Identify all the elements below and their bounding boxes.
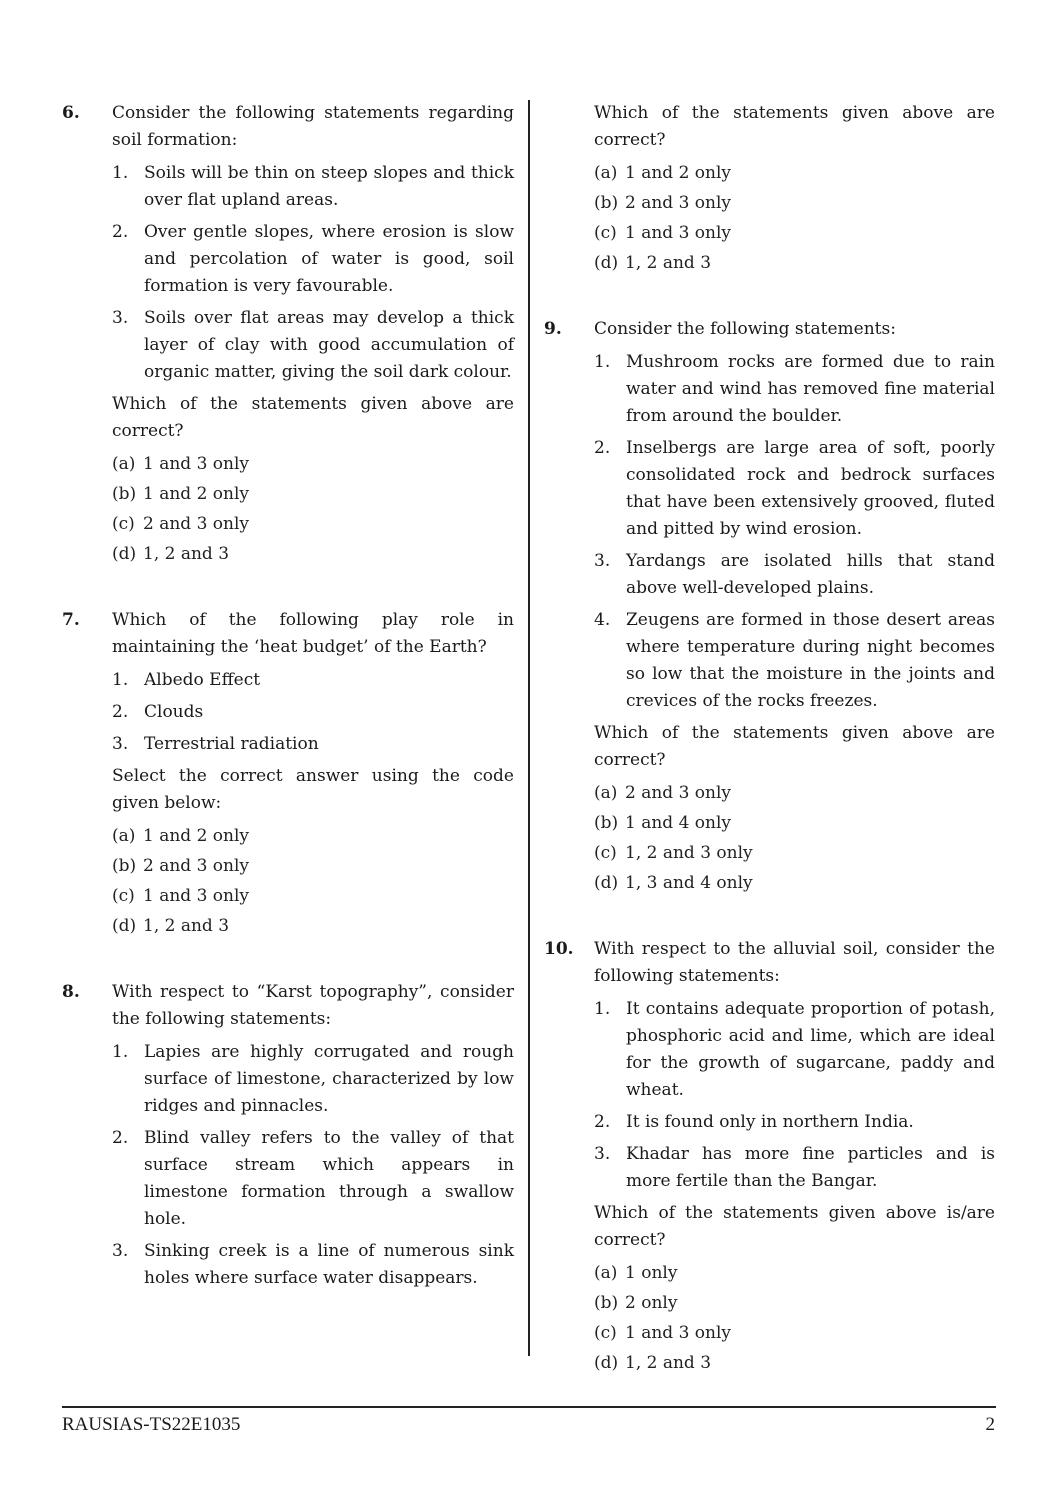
question-9 bbox=[544, 316, 995, 898]
option-letter: (c) bbox=[594, 1323, 617, 1343]
page-number: 2 bbox=[985, 1414, 995, 1435]
statement-list bbox=[112, 160, 514, 386]
right-column bbox=[544, 100, 995, 1378]
statement bbox=[112, 1039, 514, 1120]
statement bbox=[594, 548, 995, 602]
option-a[interactable] bbox=[112, 821, 514, 851]
option-d[interactable] bbox=[594, 868, 995, 898]
option-letter: (a) bbox=[594, 163, 618, 183]
statement bbox=[112, 219, 514, 300]
question-10 bbox=[544, 936, 995, 1378]
question-stem: Consider the following statements: bbox=[594, 319, 896, 339]
statement bbox=[594, 349, 995, 430]
statement-text: It contains adequate proportion of potash, phosphoric acid and lime, which are ideal for the growth of sugarcane, paddy and wheat. bbox=[626, 999, 995, 1100]
option-text: 1, 2 and 3 bbox=[625, 253, 712, 273]
option-text: 1 and 4 only bbox=[625, 813, 732, 833]
question-instruction: Which of the statements given above are correct? bbox=[112, 394, 514, 441]
option-d[interactable] bbox=[112, 539, 514, 569]
option-text: 2 and 3 only bbox=[625, 193, 732, 213]
option-text: 1 and 3 only bbox=[143, 454, 250, 474]
option-d[interactable] bbox=[112, 911, 514, 941]
option-text: 1, 3 and 4 only bbox=[625, 873, 753, 893]
option-letter: (a) bbox=[594, 783, 618, 803]
option-a[interactable] bbox=[594, 1258, 995, 1288]
statement bbox=[594, 607, 995, 715]
option-text: 1 and 3 only bbox=[625, 223, 732, 243]
question-number: 10. bbox=[544, 939, 574, 959]
statement-number: 3. bbox=[112, 308, 129, 328]
option-letter: (c) bbox=[594, 223, 617, 243]
statement-text: Mushroom rocks are formed due to rain water and wind has removed fine material from around the boulder. bbox=[626, 352, 995, 426]
statement-text: Zeugens are formed in those desert areas where temperature during night becomes so low that the moisture in the joints and crevices of the rocks freezes. bbox=[626, 610, 995, 711]
option-letter: (c) bbox=[594, 843, 617, 863]
statement-number: 2. bbox=[112, 702, 129, 722]
statement-text: Clouds bbox=[144, 702, 204, 722]
option-c[interactable] bbox=[112, 881, 514, 911]
option-letter: (d) bbox=[594, 253, 619, 273]
option-text: 1 only bbox=[625, 1263, 678, 1283]
option-letter: (c) bbox=[112, 514, 135, 534]
question-instruction: Which of the statements given above is/are correct? bbox=[594, 1203, 995, 1250]
option-b[interactable] bbox=[112, 851, 514, 881]
statement-number: 3. bbox=[594, 1144, 611, 1164]
question-number: 8. bbox=[62, 982, 80, 1002]
option-letter: (b) bbox=[594, 813, 619, 833]
statement-number: 1. bbox=[594, 352, 611, 372]
statement bbox=[594, 1109, 995, 1136]
option-text: 1, 2 and 3 only bbox=[625, 843, 753, 863]
option-text: 1 and 2 only bbox=[625, 163, 732, 183]
statement-text: Albedo Effect bbox=[144, 670, 261, 690]
question-stem: With respect to the alluvial soil, consider the following statements: bbox=[594, 939, 995, 986]
option-letter: (a) bbox=[112, 826, 136, 846]
option-a[interactable] bbox=[594, 778, 995, 808]
statement-number: 2. bbox=[112, 1128, 129, 1148]
question-7 bbox=[62, 607, 514, 941]
statement-number: 4. bbox=[594, 610, 611, 630]
statement bbox=[594, 435, 995, 543]
option-a[interactable] bbox=[112, 449, 514, 479]
statement-list bbox=[112, 667, 514, 758]
question-number: 6. bbox=[62, 103, 80, 123]
option-list bbox=[594, 778, 995, 898]
option-letter: (b) bbox=[594, 1293, 619, 1313]
question-8 bbox=[62, 979, 514, 1292]
statement-number: 1. bbox=[594, 999, 611, 1019]
option-text: 2 only bbox=[625, 1293, 678, 1313]
question-instruction: Which of the statements given above are correct? bbox=[594, 723, 995, 770]
statement-text: Sinking creek is a line of numerous sink holes where surface water disappears. bbox=[144, 1241, 514, 1288]
statement-number: 2. bbox=[594, 1112, 611, 1132]
statement-text: Soils will be thin on steep slopes and thick over flat upland areas. bbox=[144, 163, 514, 210]
option-letter: (d) bbox=[112, 916, 137, 936]
column-divider bbox=[528, 100, 530, 1356]
option-d[interactable] bbox=[594, 1348, 995, 1378]
statement bbox=[112, 699, 514, 726]
question-number: 7. bbox=[62, 610, 80, 630]
option-letter: (a) bbox=[594, 1263, 618, 1283]
statement bbox=[112, 305, 514, 386]
statement-number: 2. bbox=[594, 438, 611, 458]
option-c[interactable] bbox=[112, 509, 514, 539]
statement-text: It is found only in northern India. bbox=[626, 1112, 914, 1132]
option-text: 2 and 3 only bbox=[143, 856, 250, 876]
option-letter: (d) bbox=[594, 1353, 619, 1373]
option-text: 2 and 3 only bbox=[143, 514, 250, 534]
option-c[interactable] bbox=[594, 838, 995, 868]
statement bbox=[594, 1141, 995, 1195]
option-letter: (d) bbox=[112, 544, 137, 564]
option-a[interactable] bbox=[594, 158, 995, 188]
footer-rule bbox=[62, 1406, 996, 1408]
statement-text: Khadar has more fine particles and is more fertile than the Bangar. bbox=[626, 1144, 995, 1191]
question-stem: Which of the following play role in maintaining the ‘heat budget’ of the Earth? bbox=[112, 610, 514, 657]
statement-number: 3. bbox=[594, 551, 611, 571]
question-number: 9. bbox=[544, 319, 562, 339]
statement-number: 3. bbox=[112, 734, 129, 754]
option-text: 1 and 3 only bbox=[143, 886, 250, 906]
question-stem: With respect to “Karst topography”, consider the following statements: bbox=[112, 982, 514, 1029]
option-b[interactable] bbox=[594, 808, 995, 838]
statement-number: 1. bbox=[112, 1042, 129, 1062]
statement-text: Inselbergs are large area of soft, poorly consolidated rock and bedrock surfaces that have been extensively grooved, fluted and pitted by wind erosion. bbox=[626, 438, 995, 539]
statement-text: Over gentle slopes, where erosion is slow and percolation of water is good, soil formation is very favourable. bbox=[144, 222, 514, 296]
statement-number: 2. bbox=[112, 222, 129, 242]
option-c[interactable] bbox=[594, 1318, 995, 1348]
option-list bbox=[594, 158, 995, 278]
option-d[interactable] bbox=[594, 248, 995, 278]
option-letter: (b) bbox=[112, 484, 137, 504]
statement bbox=[112, 1238, 514, 1292]
option-text: 2 and 3 only bbox=[625, 783, 732, 803]
statement bbox=[112, 1125, 514, 1233]
option-c[interactable] bbox=[594, 218, 995, 248]
option-text: 1, 2 and 3 bbox=[143, 916, 230, 936]
option-b[interactable] bbox=[594, 1288, 995, 1318]
option-letter: (d) bbox=[594, 873, 619, 893]
statement-list bbox=[594, 349, 995, 715]
statement-text: Blind valley refers to the valley of that surface stream which appears in limestone formation through a swallow hole. bbox=[144, 1128, 514, 1229]
footer-code: RAUSIAS-TS22E1035 bbox=[62, 1414, 241, 1435]
question-6 bbox=[62, 100, 514, 569]
option-b[interactable] bbox=[112, 479, 514, 509]
statement-number: 1. bbox=[112, 163, 129, 183]
statement-list bbox=[594, 996, 995, 1195]
statement bbox=[112, 731, 514, 758]
option-list bbox=[112, 449, 514, 569]
option-letter: (b) bbox=[594, 193, 619, 213]
statement bbox=[112, 667, 514, 694]
option-list bbox=[594, 1258, 995, 1378]
statement bbox=[112, 160, 514, 214]
question-instruction: Select the correct answer using the code given below: bbox=[112, 766, 514, 813]
left-column bbox=[62, 100, 514, 1297]
statement-text: Soils over flat areas may develop a thick layer of clay with good accumulation of organic matter, giving the soil dark colour. bbox=[144, 308, 514, 382]
statement-text: Terrestrial radiation bbox=[144, 734, 319, 754]
statement bbox=[594, 996, 995, 1104]
question-stem: Consider the following statements regarding soil formation: bbox=[112, 103, 514, 150]
option-list bbox=[112, 821, 514, 941]
question-instruction: Which of the statements given above are correct? bbox=[594, 103, 995, 150]
statement-text: Yardangs are isolated hills that stand above well-developed plains. bbox=[626, 551, 995, 598]
option-letter: (a) bbox=[112, 454, 136, 474]
question-8-continued bbox=[544, 100, 995, 278]
option-text: 1 and 3 only bbox=[625, 1323, 732, 1343]
statement-number: 3. bbox=[112, 1241, 129, 1261]
statement-text: Lapies are highly corrugated and rough surface of limestone, characterized by low ridges and pinnacles. bbox=[144, 1042, 514, 1116]
option-letter: (b) bbox=[112, 856, 137, 876]
statement-number: 1. bbox=[112, 670, 129, 690]
option-letter: (c) bbox=[112, 886, 135, 906]
option-text: 1, 2 and 3 bbox=[625, 1353, 712, 1373]
option-text: 1 and 2 only bbox=[143, 826, 250, 846]
option-text: 1, 2 and 3 bbox=[143, 544, 230, 564]
statement-list bbox=[112, 1039, 514, 1292]
option-b[interactable] bbox=[594, 188, 995, 218]
option-text: 1 and 2 only bbox=[143, 484, 250, 504]
